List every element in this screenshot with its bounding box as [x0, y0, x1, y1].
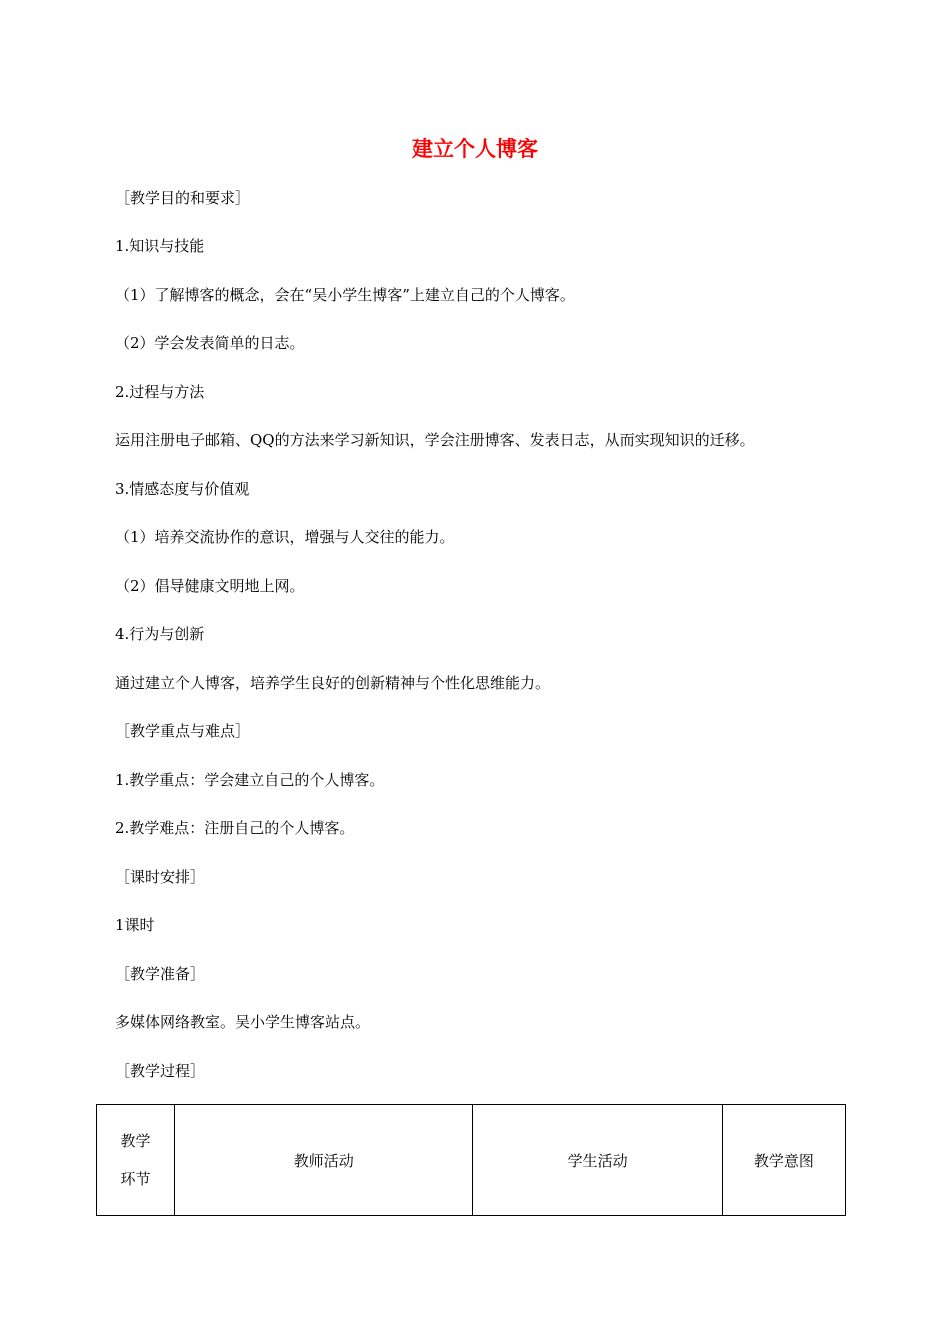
- section-heading-objectives: ［教学目的和要求］: [115, 189, 251, 207]
- header-stage-line1: 教学: [120, 1132, 151, 1150]
- section-heading-schedule: ［课时安排］: [115, 868, 206, 886]
- section-heading-preparation: ［教学准备］: [115, 965, 206, 983]
- section-heading-process: ［教学过程］: [115, 1062, 206, 1080]
- paragraph: 通过建立个人博客，培养学生良好的创新精神与个性化思维能力。: [115, 674, 551, 692]
- subheading-emotion-values: 3.情感态度与价值观: [115, 480, 250, 498]
- paragraph: （1）了解博客的概念，会在“吴小学生博客”上建立自己的个人博客。: [115, 286, 575, 304]
- table-header-row: [97, 1105, 846, 1216]
- header-cell-teacher: 教师活动: [175, 1105, 473, 1216]
- subheading-behavior-innovation: 4.行为与创新: [115, 625, 205, 643]
- subheading-knowledge-skills: 1.知识与技能: [115, 237, 205, 255]
- subheading-process-method: 2.过程与方法: [115, 383, 205, 401]
- teaching-process-table: [96, 1104, 846, 1216]
- paragraph: 2.教学难点：注册自己的个人博客。: [115, 819, 355, 837]
- paragraph: （2）学会发表简单的日志。: [115, 334, 305, 352]
- paragraph: 运用注册电子邮箱、QQ的方法来学习新知识，学会注册博客、发表日志，从而实现知识的迁移。: [115, 431, 755, 449]
- header-stage-line2: 环节: [120, 1170, 151, 1188]
- paragraph: （2）倡导健康文明地上网。: [115, 577, 305, 595]
- paragraph: 多媒体网络教室。吴小学生博客站点。: [115, 1013, 371, 1031]
- header-cell-intent: 教学意图: [722, 1105, 845, 1216]
- paragraph: 1课时: [115, 916, 155, 934]
- paragraph: 1.教学重点：学会建立自己的个人博客。: [115, 771, 385, 789]
- paragraph: （1）培养交流协作的意识，增强与人交往的能力。: [115, 528, 455, 546]
- document-title: 建立个人博客: [412, 137, 538, 161]
- section-heading-key-points: ［教学重点与难点］: [115, 722, 251, 740]
- header-cell-student: 学生活动: [473, 1105, 722, 1216]
- header-cell-stage: [97, 1105, 175, 1216]
